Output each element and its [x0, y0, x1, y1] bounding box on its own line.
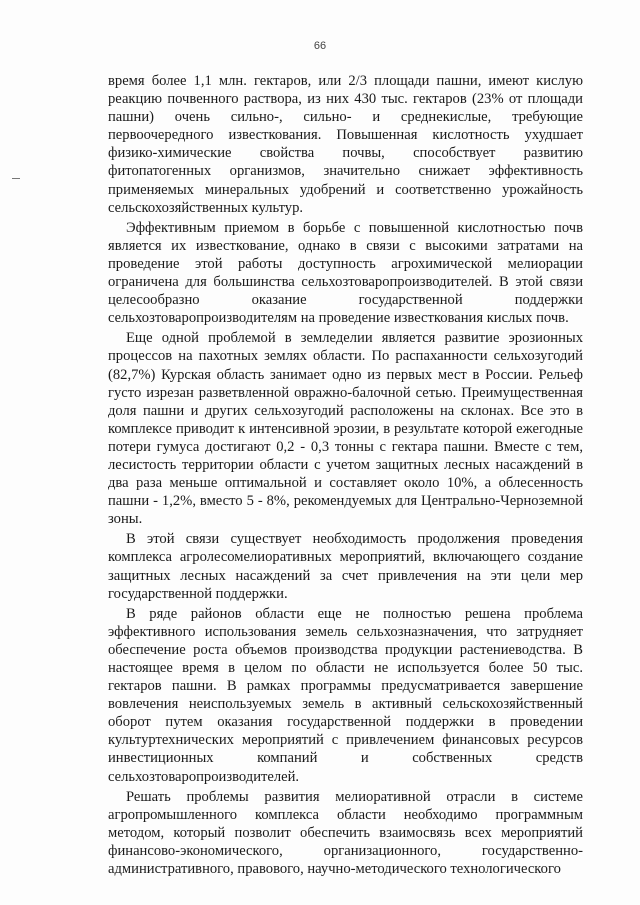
- page-number: 66: [313, 40, 327, 52]
- paragraph-4: В этой связи существует необходимость продолжения проведения комплекса агролесомелиоративных мероприятий, включающего создание защитных лесных насаждений за счет привлечения на эти цели мер государственной поддержки.: [108, 531, 583, 602]
- body-text: [108, 72, 583, 880]
- paragraph-6: Решать проблемы развития мелиоративной отрасли в системе агропромышленного комплекса области необходимо программным методом, который позволит обеспечить взаимосвязь всех мероприятий финансово-экономического, организационного, государственно-административного, правового, научно-методического технологического: [108, 788, 583, 878]
- margin-mark: [12, 178, 20, 179]
- paragraph-1: время более 1,1 млн. гектаров, или 2/3 площади пашни, имеют кислую реакцию почвенного раствора, из них 430 тыс. гектаров (23% от площади пашни) очень сильно-, сильно- и среднекислые, требующие первоочередного известкования. Повышенная кислотность ухудшает физико-химические свойства почвы, способствует развитию фитопатогенных организмов, значительно снижает эффективность применяемых минеральных удобрений и соответственно урожайность сельскохозяйственных культур.: [108, 73, 583, 216]
- paragraph-2: Эффективным приемом в борьбе с повышенной кислотностью почв является их известкование, однако в связи с высокими затратами на проведение этой работы доступность агрохимической мелиорации ограничена для большинства сельхозтоваропроизводителей. В этой связи целесообразно оказание государственной поддержки сельхозтоваропроизводителям на проведение известкования кислых почв.: [108, 219, 583, 327]
- paragraph-5: В ряде районов области еще не полностью решена проблема эффективного использования земель сельхозназначения, что затрудняет обеспечение роста объемов производства продукции растениеводства. В настоящее время в целом по области не используется более 50 тыс. гектаров пашни. В рамках программы предусматривается завершение вовлечения неиспользуемых земель в активный сельскохозяйственный оборот путем оказания государственной поддержки в проведении культуртехнических мероприятий с привлечением финансовых ресурсов инвестиционных компаний и собственных средств сельхозтоваропроизводителей.: [108, 605, 583, 785]
- paragraph-3: Еще одной проблемой в земледелии является развитие эрозионных процессов на пахотных землях области. По распаханности сельхозугодий (82,7%) Курская область занимает одно из первых мест в России. Рельеф густо изрезан разветвленной овражно-балочной сетью. Преимущественная доля пашни и других сельхозугодий расположены на склонах. Все это в комплексе приводит к интенсивной эрозии, в результате которой ежегодные потери гумуса достигают 0,2 - 0,3 тонны с гектара пашни. Вместе с тем, лесистость территории области с учетом защитных лесных насаждений в два раза меньше оптимальной и составляет около 10%, а облесенность пашни - 1,2%, вместо 5 - 8%, рекомендуемых для Центрально-Черноземной зоны.: [108, 330, 583, 528]
